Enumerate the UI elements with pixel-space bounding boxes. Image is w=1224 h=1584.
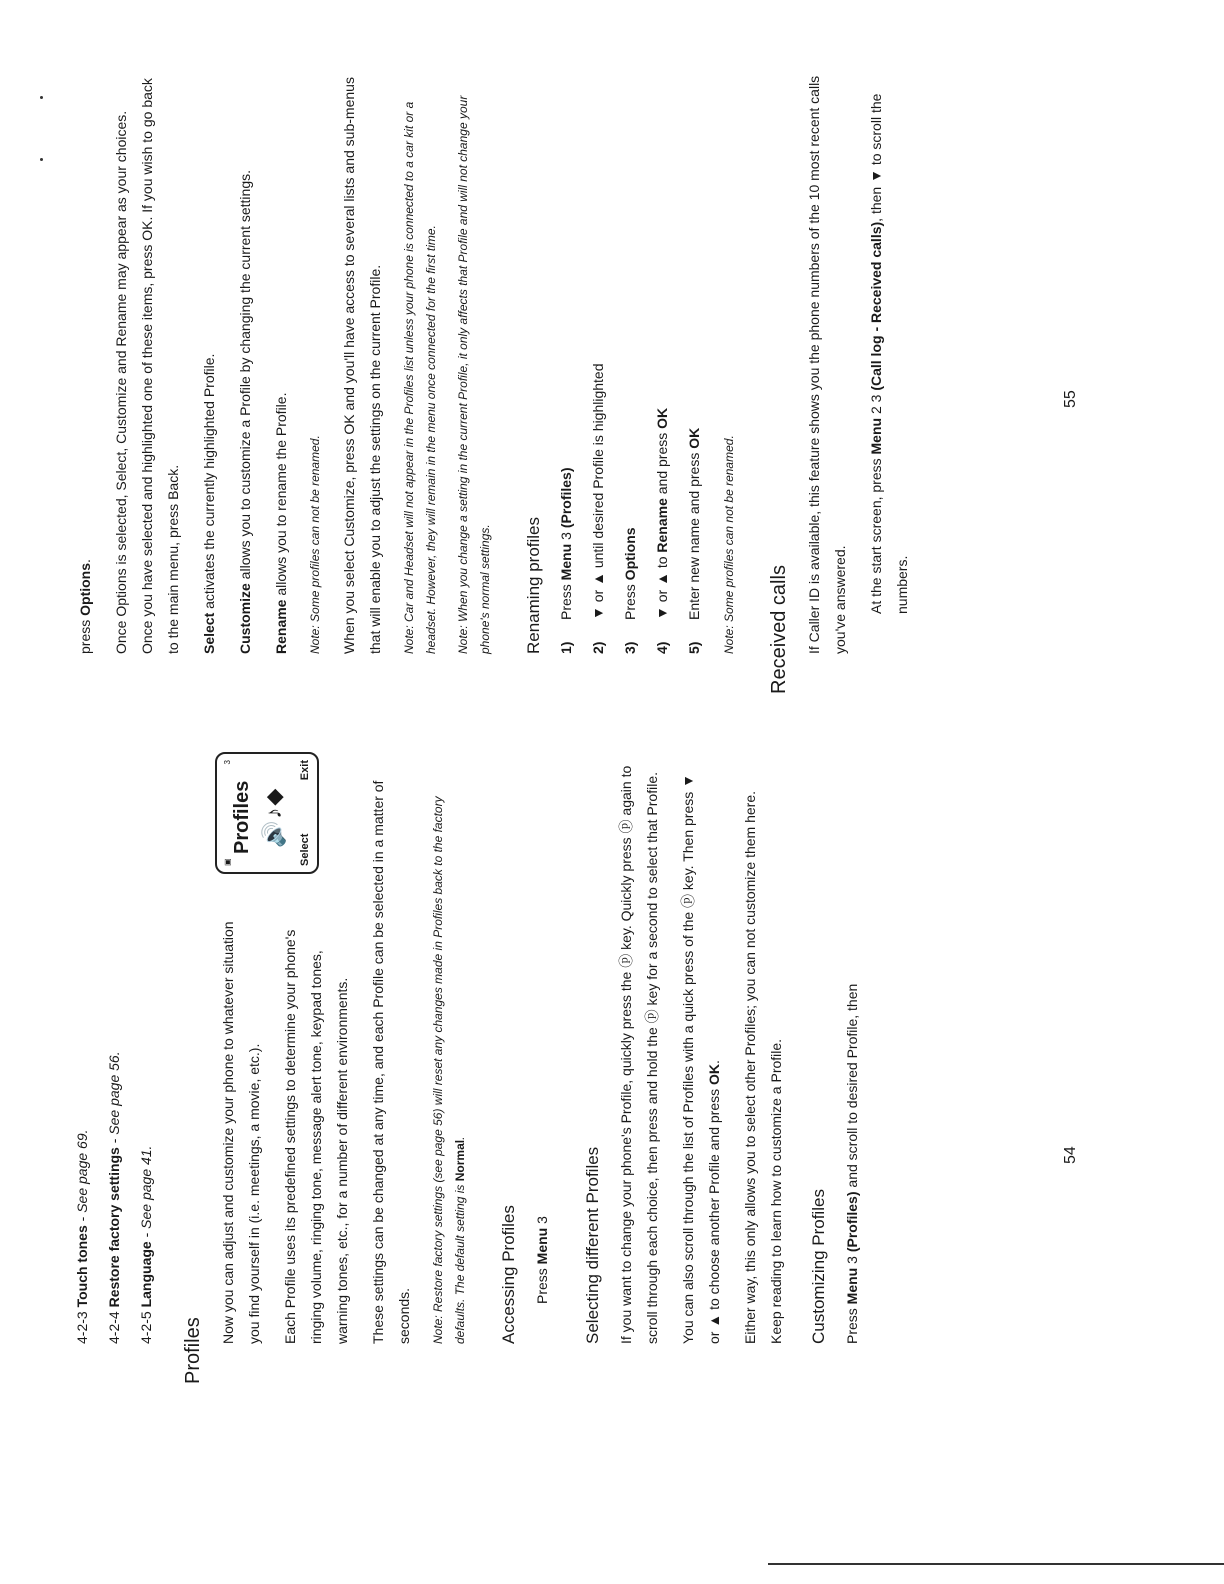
step-item bbox=[614, 74, 646, 654]
profiles-changed: These settings can be changed at any time, and each Profile can be selected in a matter of seconds. bbox=[370, 780, 412, 1344]
instruction-text: Press bbox=[534, 1264, 550, 1304]
list-separator: - bbox=[74, 1212, 90, 1226]
accessing-heading: Accessing Profiles bbox=[499, 1205, 518, 1344]
step-bold: Rename bbox=[654, 498, 670, 553]
step-text bbox=[678, 428, 710, 620]
step-pre: ▼ or ▲ until desired Profile is highlighted bbox=[590, 363, 606, 620]
select-term: Select bbox=[201, 612, 217, 654]
page-number-55: 55 bbox=[1062, 390, 1079, 408]
step-bold-2: (Profiles) bbox=[558, 467, 574, 529]
customizing-heading: Customizing Profiles bbox=[809, 1189, 828, 1344]
definition-text: allows you to customize a Profile by changing the current settings. bbox=[237, 169, 253, 584]
selecting-paragraph-2 bbox=[675, 764, 727, 1344]
step-pre: Press bbox=[622, 580, 638, 620]
renaming-steps bbox=[550, 74, 710, 654]
instruction-text: 2 3 bbox=[868, 390, 884, 418]
step-item bbox=[550, 74, 582, 654]
step-bold: Menu bbox=[558, 543, 574, 581]
profiles-icon: 🔊♪◆ bbox=[261, 786, 286, 848]
profiles-predefined: Each Profile uses its predefined settings to determine your phone's ringing volume, ringing tone, message alert tone, keypad tones, warning tones, etc., for a number of different environments. bbox=[282, 929, 350, 1344]
signal-icon: 3 bbox=[223, 760, 232, 765]
rename-term: Rename bbox=[273, 599, 289, 654]
step-number: 5) bbox=[686, 641, 702, 654]
page-55 bbox=[72, 74, 925, 694]
customizing-instruction bbox=[839, 764, 865, 1344]
received-paragraph-1: If Caller ID is available, this feature shows you the phone numbers of the 10 most recent calls you've answered. bbox=[806, 75, 848, 654]
customize-definition bbox=[232, 74, 258, 654]
renaming-heading: Renaming profiles bbox=[524, 516, 543, 654]
list-ref: See page 41. bbox=[138, 1145, 154, 1229]
step-pre: ▼ or ▲ to bbox=[654, 552, 670, 620]
list-code: 4-2-5 bbox=[138, 1311, 154, 1344]
list-code: 4-2-4 bbox=[106, 1311, 122, 1344]
note-suffix: . bbox=[453, 1136, 467, 1140]
softkey-exit: Exit bbox=[299, 760, 311, 781]
instruction-text: Press bbox=[844, 1304, 860, 1344]
step-pre: Press bbox=[558, 580, 574, 620]
rename-definition bbox=[268, 74, 294, 654]
ok-key-label: OK bbox=[706, 1064, 722, 1085]
paragraph-suffix: . bbox=[706, 1060, 722, 1064]
list-item bbox=[136, 764, 156, 1344]
definition-text: allows you to rename the Profile. bbox=[273, 392, 289, 600]
step-item bbox=[678, 74, 710, 654]
step-bold: Options bbox=[622, 527, 638, 581]
profiles-note bbox=[427, 764, 471, 1344]
received-paragraph-2 bbox=[863, 74, 915, 654]
list-item bbox=[104, 764, 124, 1344]
profiles-label: (Profiles) bbox=[844, 1191, 860, 1253]
selecting-paragraph-3: Either way, this only allows you to select other Profiles; you can not customize them here. Keep reading to learn how to customize a Profile. bbox=[742, 791, 784, 1344]
page-54 bbox=[72, 760, 875, 1384]
call-log-label: (Call log - Received calls) bbox=[868, 221, 884, 391]
selecting-heading: Selecting different Profiles bbox=[583, 1146, 602, 1344]
accessing-instruction bbox=[529, 764, 555, 1344]
step-item bbox=[646, 74, 678, 654]
step-text bbox=[582, 363, 614, 620]
step-text bbox=[614, 527, 646, 620]
step-number: 2) bbox=[590, 641, 606, 654]
phone-screen-title: Profiles bbox=[231, 780, 253, 854]
list-item bbox=[72, 764, 92, 1344]
step-item bbox=[582, 74, 614, 654]
received-calls-heading: Received calls bbox=[768, 565, 790, 694]
list-ref: See page 56. bbox=[106, 1051, 122, 1135]
note-renaming: Note: Some profiles can not be renamed. bbox=[722, 435, 736, 654]
list-separator: - bbox=[138, 1228, 154, 1242]
step-post: 3 bbox=[558, 528, 574, 544]
step-post: and press bbox=[654, 428, 670, 499]
menu-key-label: Menu bbox=[844, 1267, 860, 1305]
list-label: Restore factory settings bbox=[106, 1147, 122, 1308]
note-rename: Note: Some profiles can not be renamed. bbox=[308, 435, 322, 654]
instruction-suffix: . bbox=[77, 559, 93, 563]
when-customize-paragraph: When you select Customize, press OK and you'll have access to several lists and sub-menus that will enable you to adjust the settings on the current Profile. bbox=[341, 77, 383, 654]
profiles-intro: Now you can adjust and customize your phone to whatever situation you find yourself in (i.e. meetings, a movie, etc.). bbox=[220, 921, 262, 1344]
battery-icon: ▣ bbox=[223, 858, 232, 866]
step-text bbox=[550, 467, 582, 620]
page-number-54: 54 bbox=[1062, 1146, 1079, 1164]
list-code: 4-2-3 bbox=[74, 1311, 90, 1344]
instruction-text: press bbox=[77, 615, 93, 654]
note-bold: Normal bbox=[453, 1139, 467, 1182]
step-pre: Enter new name and press bbox=[686, 448, 702, 620]
note-text: Note: Restore factory settings (see page 56) will reset any changes made in Profiles back to the factory defaults. The default setting is bbox=[431, 796, 467, 1344]
instruction-suffix: 3 bbox=[534, 1216, 550, 1228]
once-options-paragraph: Once Options is selected, Select, Customize and Rename may appear as your choices. Once you have selected and highlighted one of these items, press OK. If you wish to go back to the main menu, press Back. bbox=[113, 78, 181, 654]
definition-text: activates the currently highlighted Profile. bbox=[201, 353, 217, 613]
settings-list bbox=[72, 764, 156, 1344]
list-label: Language bbox=[138, 1241, 154, 1308]
options-label: Options bbox=[77, 562, 93, 616]
phone-screen-illustration bbox=[215, 752, 319, 874]
step-number: 4) bbox=[654, 641, 670, 654]
list-separator: - bbox=[106, 1134, 122, 1148]
menu-key-label: Menu bbox=[534, 1227, 550, 1265]
step-bold-2: OK bbox=[654, 407, 670, 429]
step-text bbox=[646, 408, 678, 620]
menu-key-label: Menu bbox=[868, 417, 884, 455]
step-number: 3) bbox=[622, 641, 638, 654]
instruction-text: At the start screen, press bbox=[868, 454, 884, 614]
instruction-text: 3 bbox=[844, 1252, 860, 1268]
softkey-select: Select bbox=[299, 833, 311, 866]
note-change-setting: Note: When you change a setting in the current Profile, it only affects that Profile and will not change your phone's normal settings. bbox=[456, 95, 492, 654]
paragraph-text: You can also scroll through the list of Profiles with a quick press of the ⓟ key. Then press ▼ or ▲ to choose another Profile and press bbox=[680, 774, 722, 1344]
profiles-heading: Profiles bbox=[182, 1317, 204, 1384]
selecting-paragraph-1: If you want to change your phone's Profile, quickly press the ⓟ key. Quickly press ⓟ again to scroll through each choice, then press and hold the ⓟ key for a second to select that Profile. bbox=[618, 765, 660, 1344]
list-ref: See page 69. bbox=[74, 1129, 90, 1213]
customize-term: Customize bbox=[237, 583, 253, 654]
list-label: Touch tones bbox=[74, 1225, 90, 1308]
instruction-text: and scroll to desired Profile, then bbox=[844, 983, 860, 1192]
note-car-headset: Note: Car and Headset will not appear in the Profiles list unless your phone is connected to a car kit or a headset. However, they will remain in the menu once connected for the first time. bbox=[402, 101, 438, 654]
instruction-text: , then ▼ to scroll the numbers. bbox=[868, 93, 910, 614]
press-options bbox=[72, 74, 98, 654]
step-number: 1) bbox=[558, 641, 574, 654]
select-definition bbox=[196, 74, 222, 654]
step-bold: OK bbox=[686, 427, 702, 449]
